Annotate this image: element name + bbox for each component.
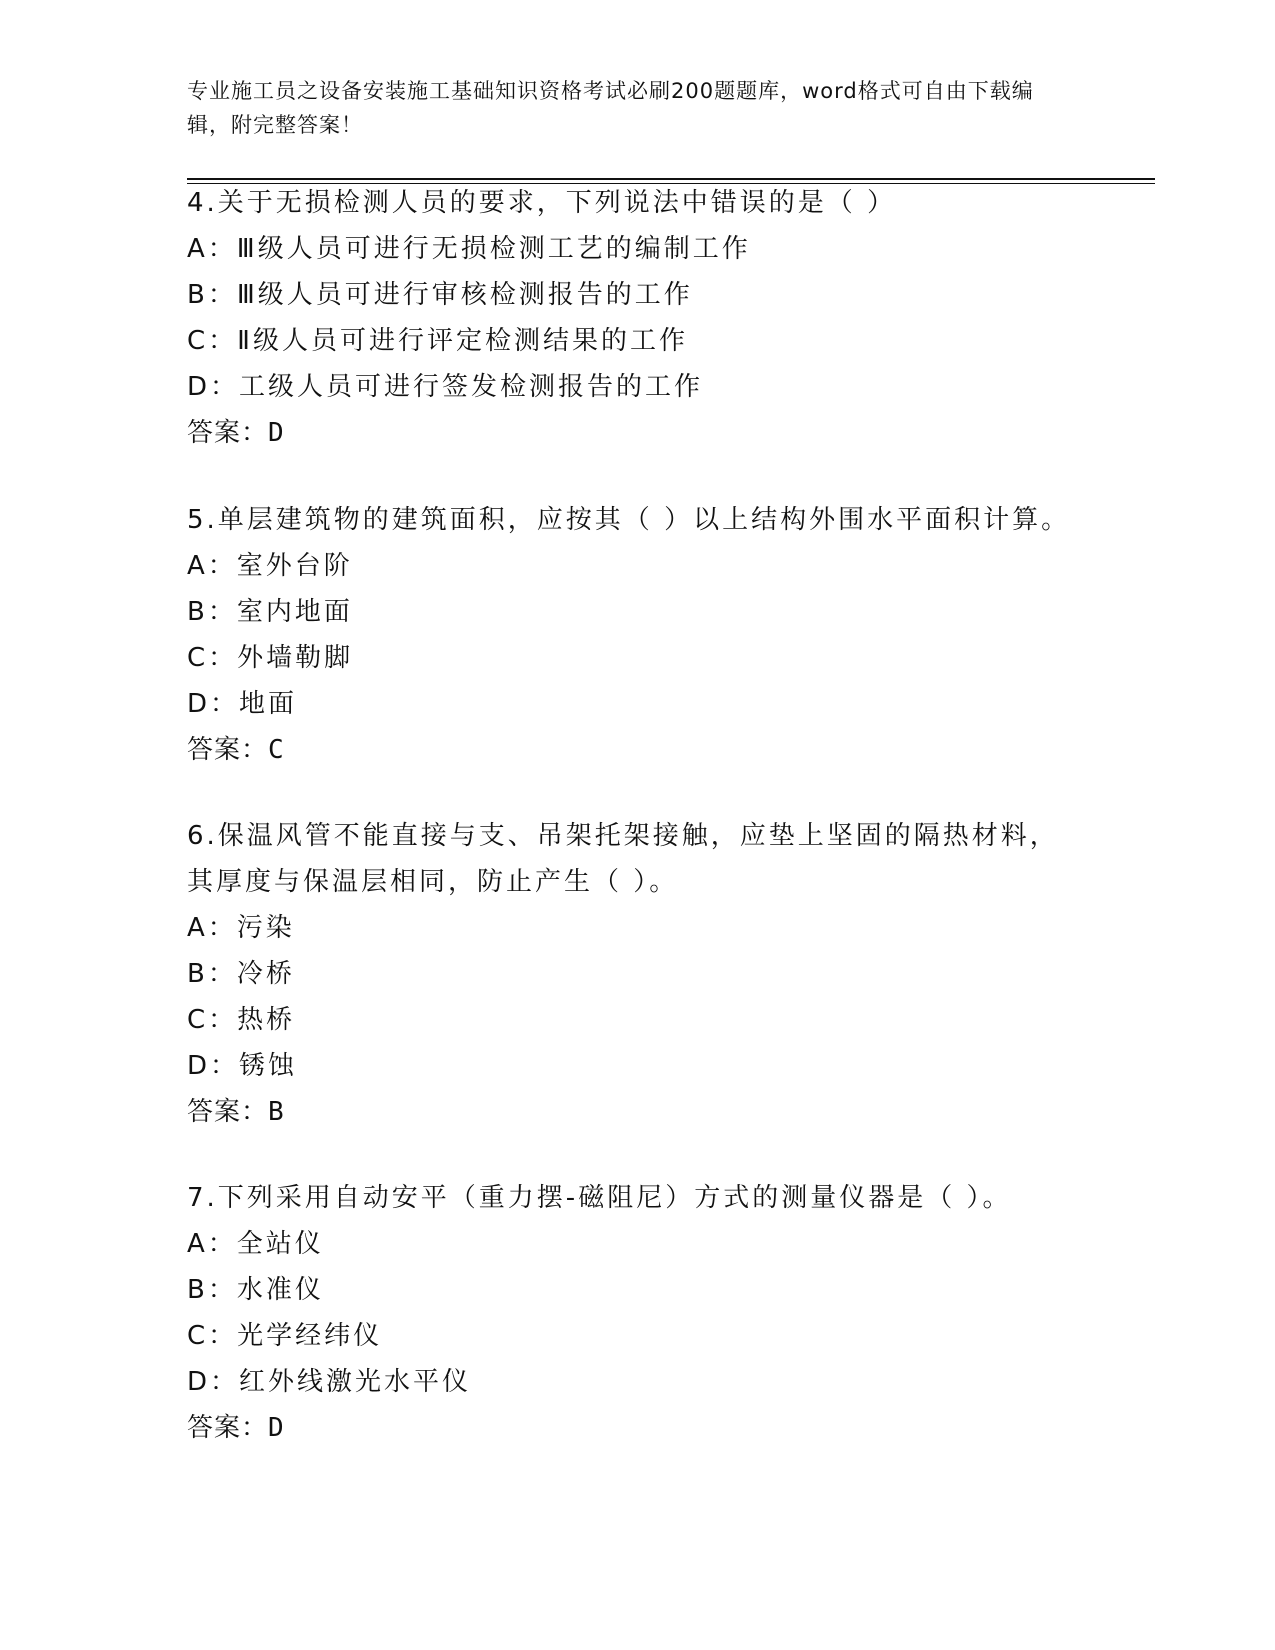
option-d: D：红外线激光水平仪 xyxy=(187,1367,472,1397)
option-a: A：Ⅲ级人员可进行无损检测工艺的编制工作 xyxy=(187,234,751,264)
option-d: D：锈蚀 xyxy=(187,1051,298,1081)
answer-label: 答案： xyxy=(187,735,269,765)
option-d: D：工级人员可进行签发检测报告的工作 xyxy=(187,372,704,402)
answer-label: 答案： xyxy=(187,1097,269,1127)
option-c: C：外墙勒脚 xyxy=(187,643,354,673)
option-b: B：水准仪 xyxy=(187,1275,324,1305)
answer-line xyxy=(187,727,1087,773)
question-stem: 7.下列采用自动安平（重力摆-磁阻尼）方式的测量仪器是（ ）。 xyxy=(187,1183,1012,1213)
answer-value: D xyxy=(268,418,285,448)
question-7 xyxy=(187,1175,1087,1451)
option-c: C：Ⅱ级人员可进行评定检测结果的工作 xyxy=(187,326,688,356)
answer-label: 答案： xyxy=(187,1413,269,1443)
question-5 xyxy=(187,497,1087,773)
answer-label: 答案： xyxy=(187,418,269,448)
option-b: B：Ⅲ级人员可进行审核检测报告的工作 xyxy=(187,280,693,310)
option-c: C：热桥 xyxy=(187,1005,296,1035)
answer-value: D xyxy=(268,1413,285,1443)
question-stem: 5.单层建筑物的建筑面积，应按其（ ）以上结构外围水平面积计算。 xyxy=(187,505,1071,535)
answer-line xyxy=(187,410,1087,456)
option-a: A：污染 xyxy=(187,913,295,943)
option-a: A：全站仪 xyxy=(187,1229,324,1259)
option-b: B：冷桥 xyxy=(187,959,295,989)
option-a: A：室外台阶 xyxy=(187,551,353,581)
question-6 xyxy=(187,813,1087,1135)
question-4 xyxy=(187,180,1087,456)
option-d: D：地面 xyxy=(187,689,298,719)
answer-line xyxy=(187,1089,1087,1135)
option-b: B：室内地面 xyxy=(187,597,353,627)
question-stem: 6.保温风管不能直接与支、吊架托架接触，应垫上坚固的隔热材料，其厚度与保温层相同，防止产生（ ）。 xyxy=(187,821,1059,897)
answer-value: B xyxy=(268,1097,285,1127)
option-c: C：光学经纬仪 xyxy=(187,1321,383,1351)
answer-line xyxy=(187,1405,1087,1451)
answer-value: C xyxy=(268,735,285,765)
question-stem: 4.关于无损检测人员的要求，下列说法中错误的是（ ） xyxy=(187,188,897,218)
document-header: 专业施工员之设备安装施工基础知识资格考试必刷200题题库，word格式可自由下载编辑，附完整答案！ xyxy=(187,79,1034,137)
